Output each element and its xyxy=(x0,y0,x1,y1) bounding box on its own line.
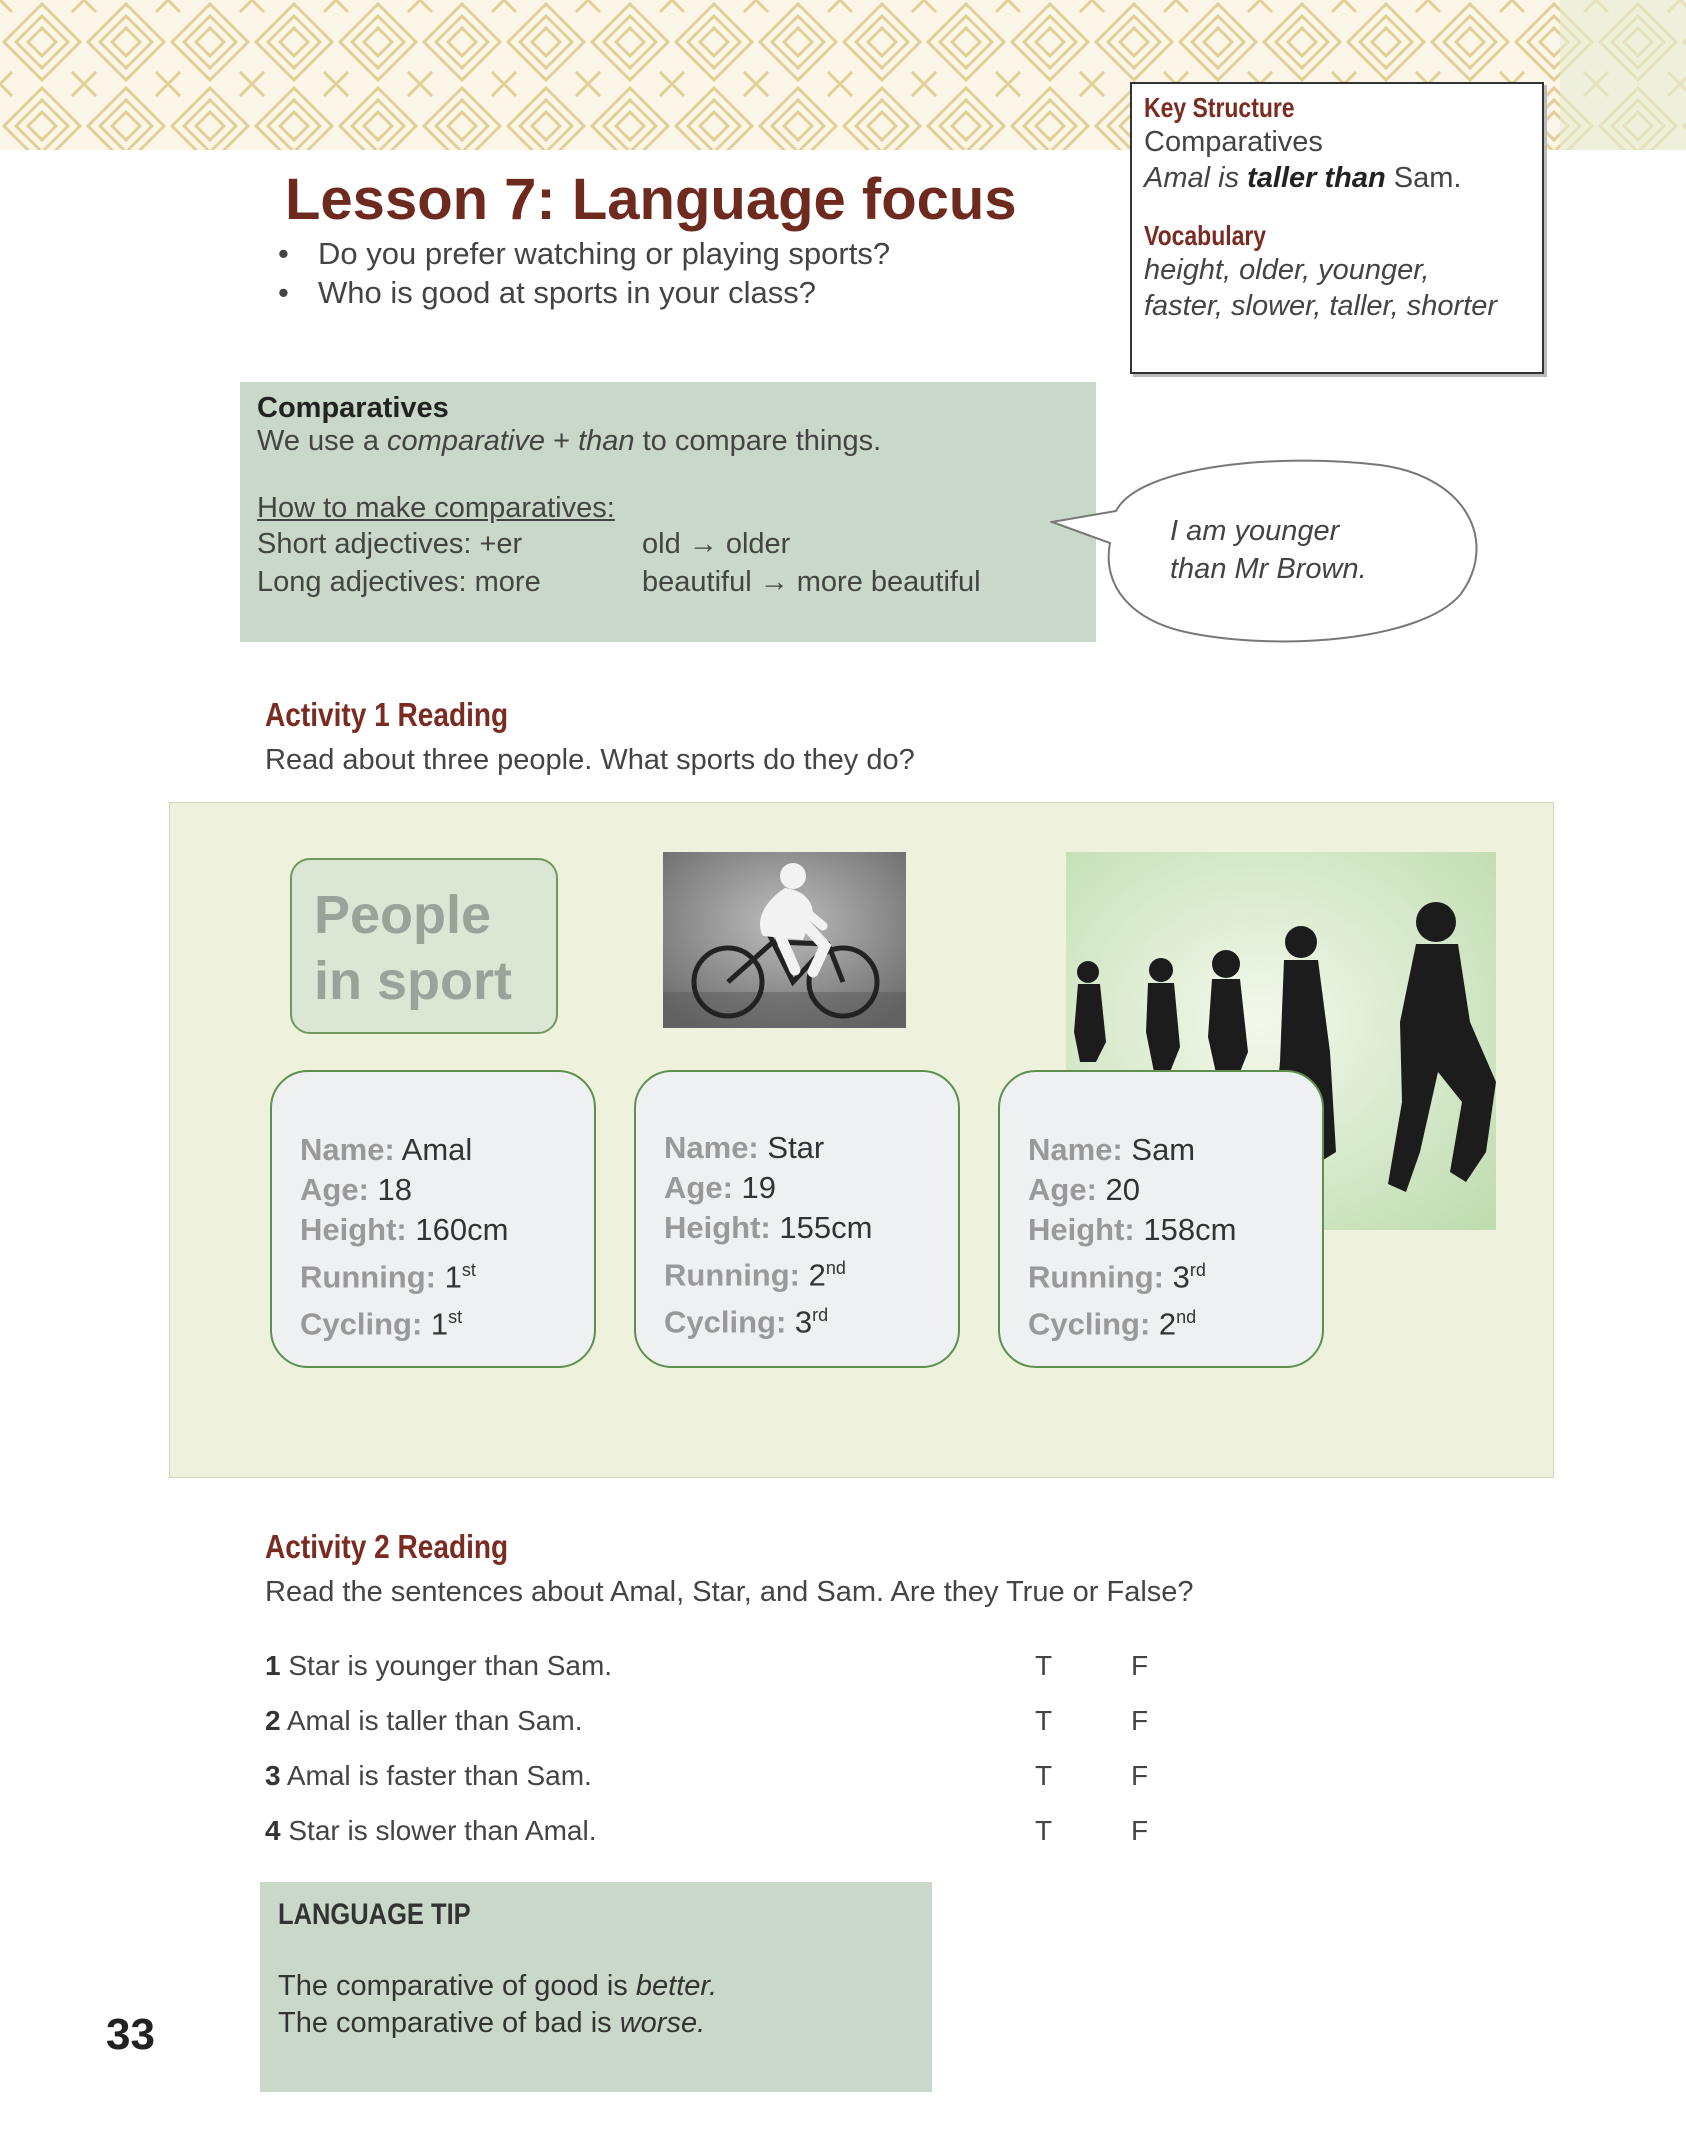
card-age: Age: 20 xyxy=(1028,1172,1140,1207)
question-1: • Do you prefer watching or playing sports? xyxy=(318,236,890,272)
comparatives-box xyxy=(240,382,1096,642)
comparatives-heading: Comparatives xyxy=(257,392,449,424)
vocabulary-line-1: height, older, younger, xyxy=(1144,254,1430,286)
true-false-row: 3 Amal is faster than Sam. T F xyxy=(265,1760,1149,1791)
true-option[interactable]: T xyxy=(1035,1815,1053,1846)
card-height: Height: 160cm xyxy=(300,1212,509,1247)
warmup-questions xyxy=(318,236,890,314)
card-name: Name: Sam xyxy=(1028,1132,1196,1167)
activity-1-instruction: Read about three people. What sports do they do? xyxy=(265,744,915,776)
how-to-heading: How to make comparatives: xyxy=(257,492,615,524)
activity-2-instruction: Read the sentences about Amal, Star, and Sam. Are they True or False? xyxy=(265,1576,1194,1608)
card-height: Height: 155cm xyxy=(664,1210,873,1245)
card-cycling: Cycling: 2nd xyxy=(1028,1306,1197,1342)
false-option[interactable]: F xyxy=(1131,1705,1149,1736)
page-number: 33 xyxy=(106,2010,155,2059)
person-card-star xyxy=(634,1070,960,1368)
false-option[interactable]: F xyxy=(1131,1760,1149,1791)
vocabulary-line-2: faster, slower, taller, shorter xyxy=(1144,290,1497,322)
language-tip-line-2: The comparative of bad is worse. xyxy=(278,2007,706,2039)
card-running: Running: 2nd xyxy=(664,1257,846,1293)
card-running: Running: 1st xyxy=(300,1259,476,1295)
activity-2-heading: Activity 2 Reading xyxy=(265,1528,509,1565)
true-false-row: 4 Star is slower than Amal. T F xyxy=(265,1815,1149,1846)
card-cycling: Cycling: 1st xyxy=(300,1306,463,1342)
true-false-row: 2 Amal is taller than Sam. T F xyxy=(265,1705,1149,1736)
key-structure-heading: Key Structure xyxy=(1144,92,1295,123)
comparatives-intro: We use a comparative + than to compare things. xyxy=(257,425,882,457)
true-option[interactable]: T xyxy=(1035,1705,1053,1736)
true-option[interactable]: T xyxy=(1035,1650,1053,1681)
person-card-amal xyxy=(270,1070,596,1368)
page-title: Lesson 7: Language focus xyxy=(285,167,1017,232)
key-structure-example: Amal is taller than Sam. xyxy=(1144,162,1462,194)
vocabulary-heading: Vocabulary xyxy=(1144,220,1267,251)
question-2: • Who is good at sports in your class? xyxy=(318,275,890,311)
card-age: Age: 18 xyxy=(300,1172,412,1207)
card-cycling: Cycling: 3rd xyxy=(664,1304,829,1340)
language-tip-box xyxy=(260,1882,932,2092)
cyclist-image xyxy=(663,852,906,1028)
true-false-row: 1 Star is younger than Sam. T F xyxy=(265,1650,1149,1681)
activity-1-heading: Activity 1 Reading xyxy=(265,696,509,733)
language-tip-line-1: The comparative of good is better. xyxy=(278,1970,718,2002)
comparative-rule-row: Long adjectives: more beautiful → more beautiful xyxy=(257,565,981,598)
language-tip-heading: LANGUAGE TIP xyxy=(278,1898,471,1931)
card-running: Running: 3rd xyxy=(1028,1259,1206,1295)
person-card-sam xyxy=(998,1070,1324,1368)
key-structure-topic: Comparatives xyxy=(1144,126,1323,158)
people-in-sport-box: People in sport xyxy=(290,858,558,1034)
card-name: Name: Amal xyxy=(300,1132,473,1167)
card-age: Age: 19 xyxy=(664,1170,776,1205)
false-option[interactable]: F xyxy=(1131,1815,1149,1846)
key-structure-box xyxy=(1130,82,1544,374)
card-height: Height: 158cm xyxy=(1028,1212,1237,1247)
speech-bubble-text: I am younger than Mr Brown. xyxy=(1170,515,1367,585)
false-option[interactable]: F xyxy=(1131,1650,1149,1681)
comparative-rule-row: Short adjectives: +er old → older xyxy=(257,527,791,560)
card-name: Name: Star xyxy=(664,1130,825,1165)
true-option[interactable]: T xyxy=(1035,1760,1053,1791)
